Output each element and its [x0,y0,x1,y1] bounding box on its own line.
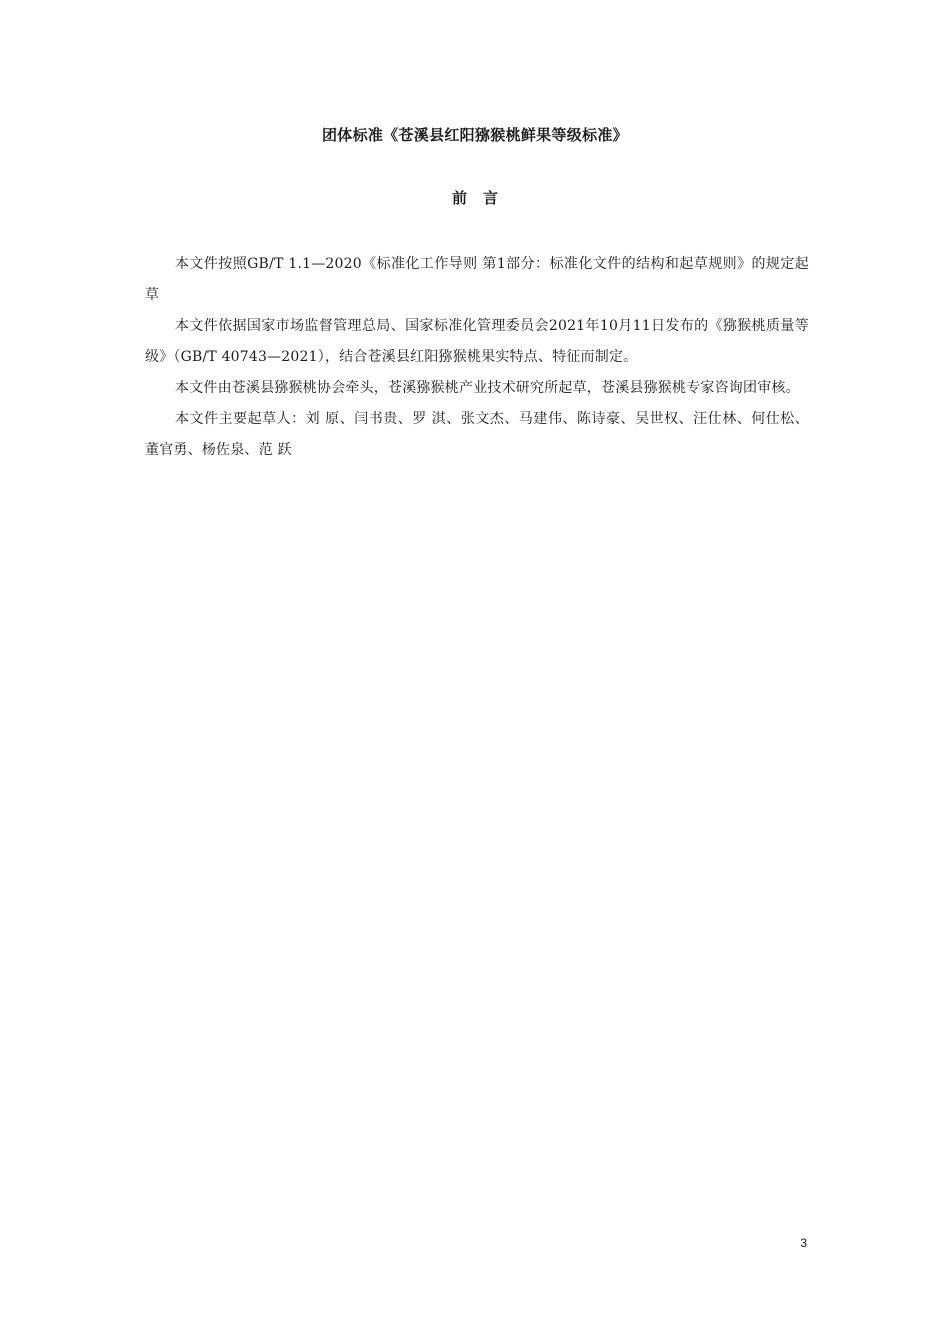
paragraph-drafters: 本文件主要起草人：刘 原、闫书贵、罗 淇、张文杰、马建伟、陈诗豪、吴世权、汪仕林、何仕松、董官勇、杨佐泉、范 跃 [145,411,809,458]
page-number: 3 [800,1236,807,1250]
document-title: 团体标准《苍溪县红阳猕猴桃鲜果等级标准》 [321,126,628,144]
paragraph-drafting-rules: 本文件按照GB/T 1.1—2020《标准化工作导则 第1部分：标准化文件的结构和起草规则》的规定起草 [145,256,809,303]
paragraph-basis: 本文件依据国家市场监督管理总局、国家标准化管理委员会2021年10月11日发布的《猕猴桃质量等级》（GB/T 40743—2021），结合苍溪县红阳猕猴桃果实特点、特征而制定。 [145,318,809,365]
foreword-body [145,249,809,466]
paragraph-organizations: 本文件由苍溪县猕猴桃协会牵头，苍溪猕猴桃产业技术研究所起草，苍溪县猕猴桃专家咨询团审核。 [175,380,800,396]
section-heading-foreword: 前言 [451,189,514,207]
